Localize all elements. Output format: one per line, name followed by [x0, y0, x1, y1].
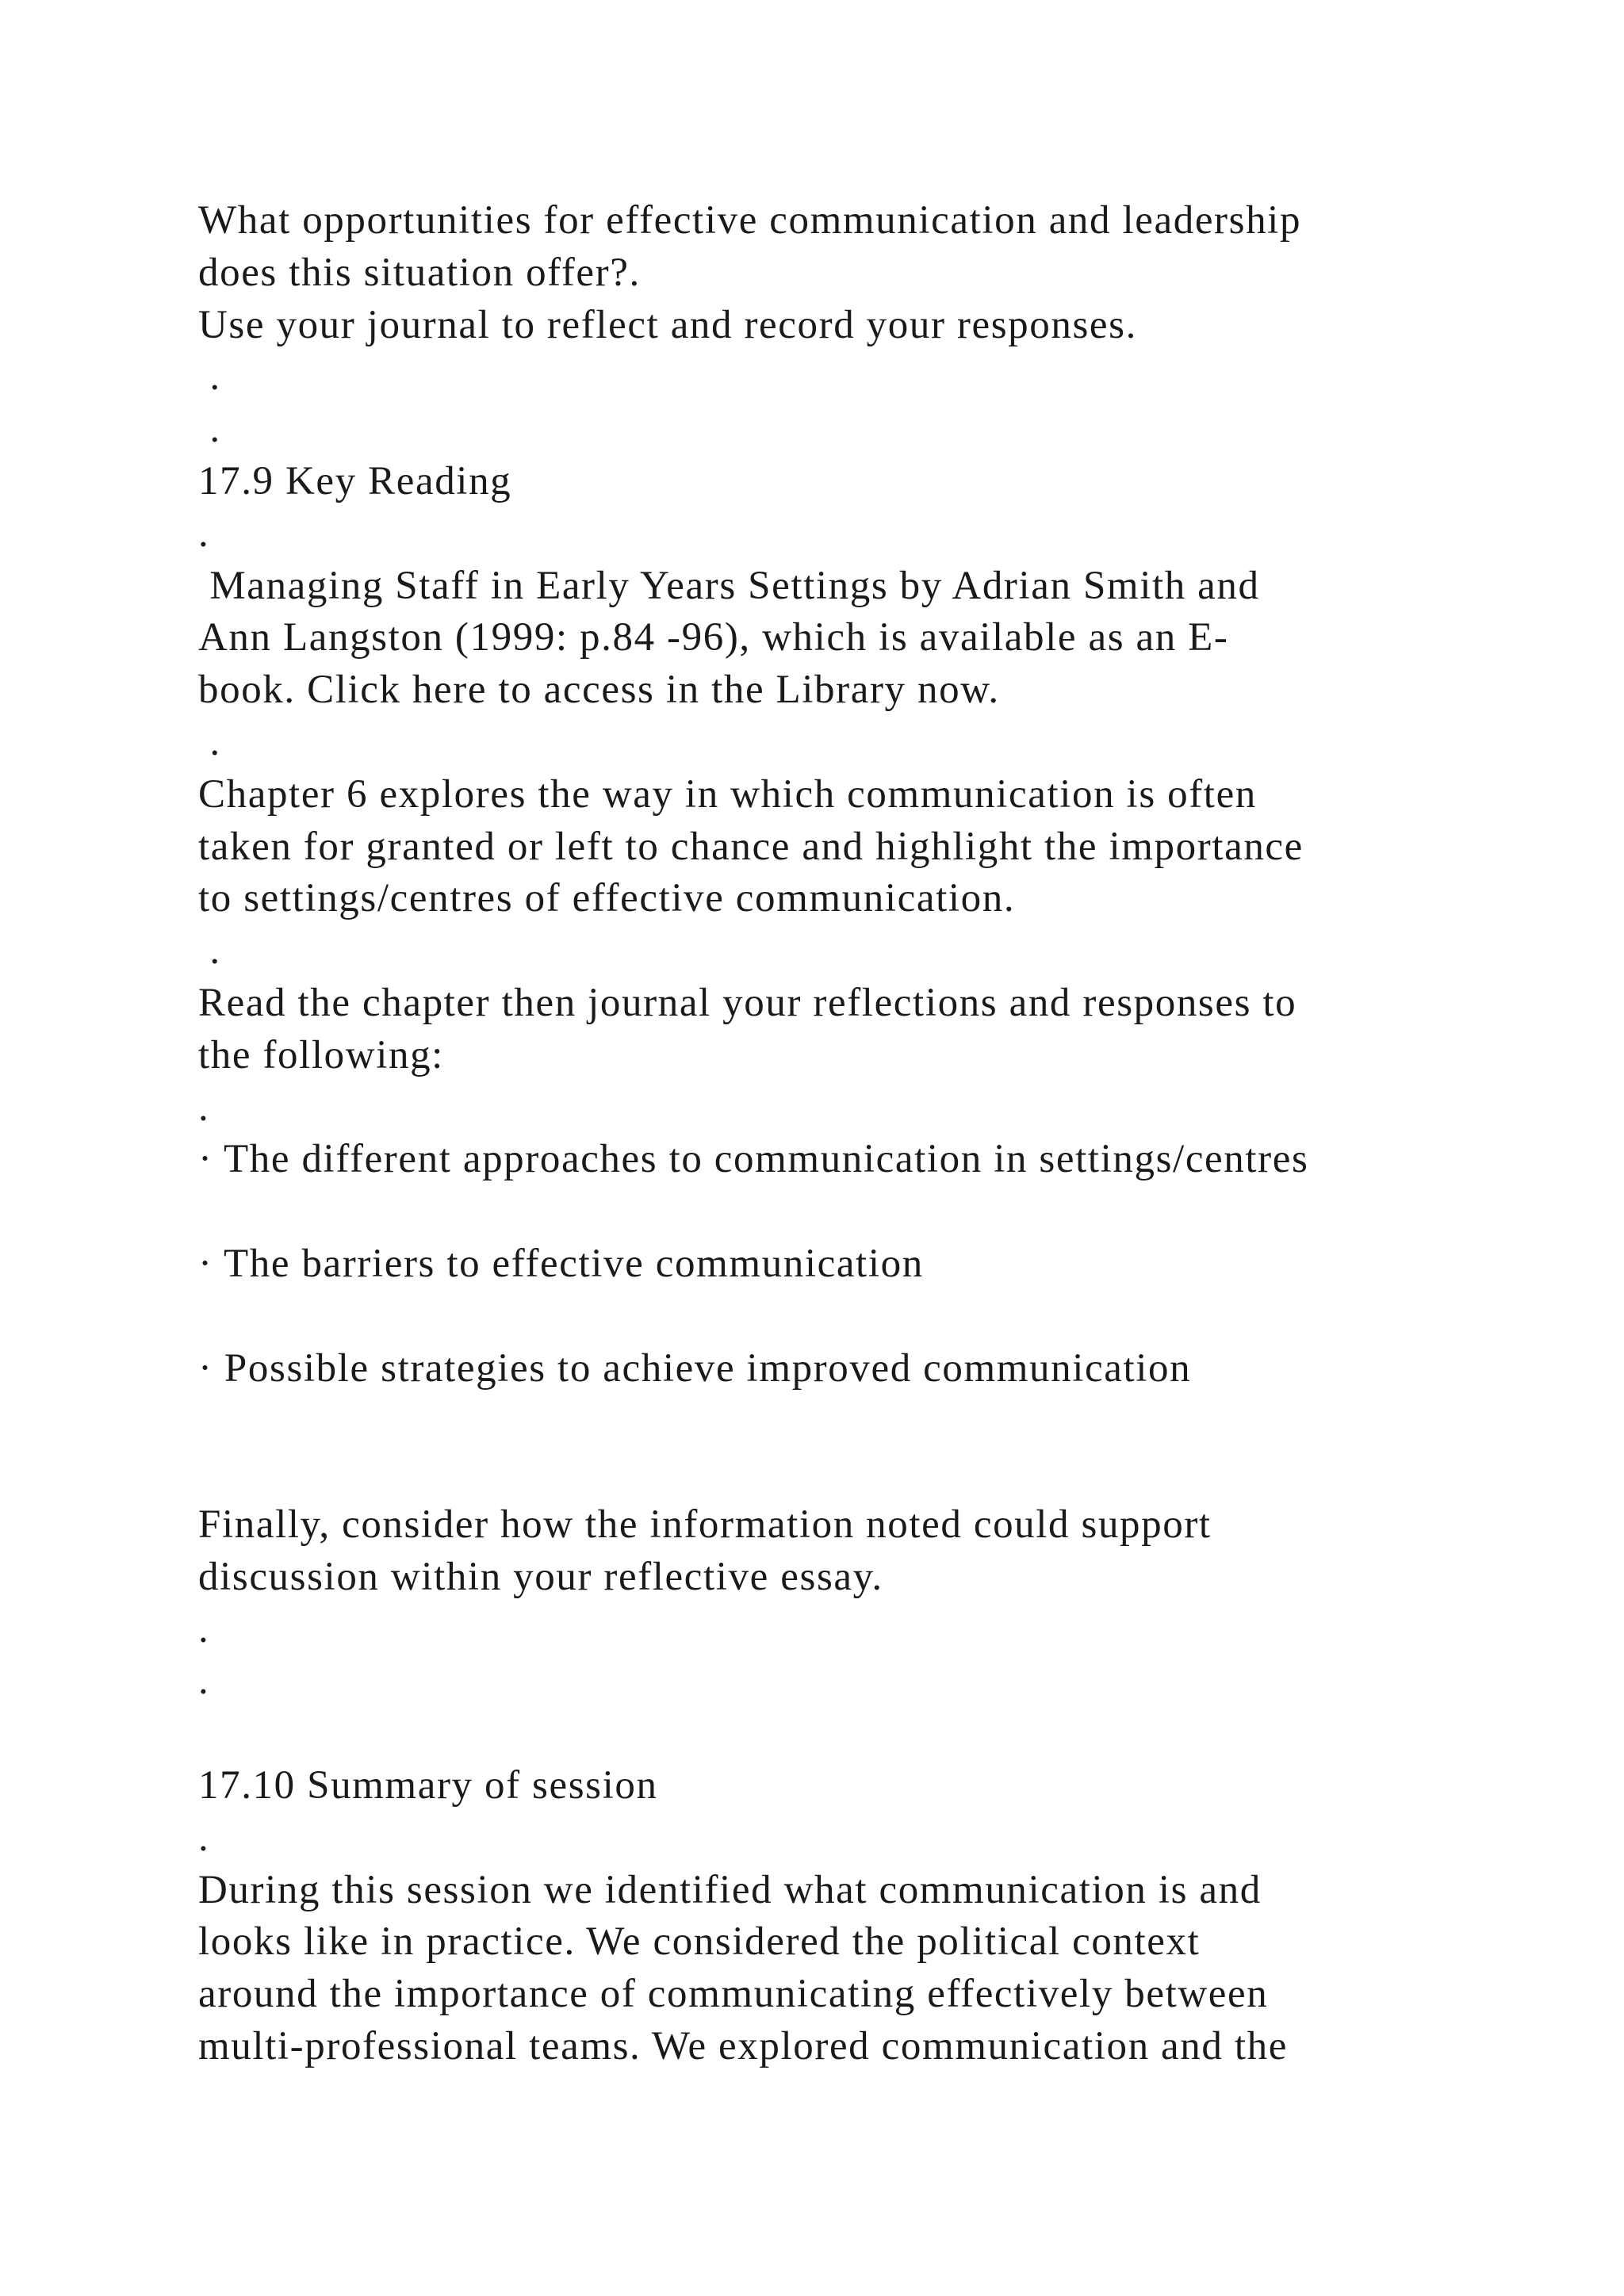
text-line: .: [198, 1815, 210, 1860]
text-line: around the importance of communicating effectively between: [198, 1972, 1269, 2017]
text-line: During this session we identified what communication is and: [198, 1867, 1262, 1912]
text-line: .: [198, 1606, 210, 1651]
text-line: Finally, consider how the information noted could support: [198, 1502, 1212, 1547]
section-heading-summary: 17.10 Summary of session: [198, 1762, 658, 1808]
blank-line: [198, 1186, 1435, 1238]
text-line: .: [198, 1085, 210, 1130]
document-body: [198, 195, 1435, 2073]
text-line: multi-professional teams. We explored communication and the: [198, 2023, 1288, 2068]
text-line: .: [198, 511, 210, 556]
bullet-item: · The different approaches to communication in settings/centres: [198, 1137, 1309, 1182]
text-line: the following:: [198, 1032, 444, 1077]
bullet-item: · Possible strategies to achieve improved communication: [198, 1345, 1192, 1391]
text-line: .: [198, 719, 221, 764]
text-line: Ann Langston (1999: p.84 -96), which is available as an E-: [198, 615, 1229, 660]
text-line: .: [198, 928, 221, 974]
blank-line: [198, 1447, 1435, 1499]
text-line: to settings/centres of effective communication.: [198, 876, 1016, 921]
text-line: .: [198, 407, 221, 452]
text-line: Use your journal to reflect and record your responses.: [198, 302, 1137, 347]
text-line: Chapter 6 explores the way in which communication is often: [198, 771, 1257, 817]
text-line: .: [198, 1659, 210, 1704]
text-line: looks like in practice. We considered the political context: [198, 1919, 1201, 1965]
bullet-item: · The barriers to effective communication: [198, 1241, 924, 1286]
text-line: Read the chapter then journal your reflections and responses to: [198, 980, 1297, 1025]
text-line: Managing Staff in Early Years Settings by Adrian Smith and: [198, 563, 1260, 608]
text-line: does this situation offer?.: [198, 250, 641, 295]
blank-line: [198, 1291, 1435, 1343]
blank-line: [198, 1708, 1435, 1760]
blank-line: [198, 1395, 1435, 1447]
text-line: taken for granted or left to chance and highlight the importance: [198, 824, 1304, 869]
section-heading-key-reading: 17.9 Key Reading: [198, 458, 512, 503]
text-line: .: [198, 354, 221, 400]
text-line: discussion within your reflective essay.: [198, 1554, 883, 1599]
text-line: What opportunities for effective communication and leadership: [198, 198, 1302, 243]
text-line: book. Click here to access in the Library now.: [198, 668, 1000, 713]
